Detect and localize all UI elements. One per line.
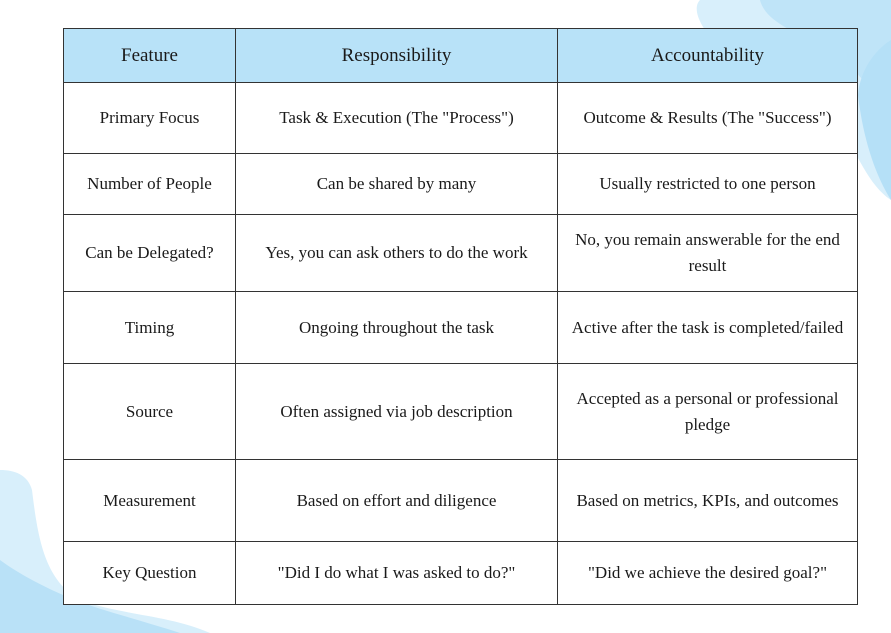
row-responsibility: Yes, you can ask others to do the work — [236, 215, 558, 292]
row-accountability: "Did we achieve the desired goal?" — [558, 542, 858, 605]
row-responsibility: Ongoing throughout the task — [236, 292, 558, 364]
comparison-table-container — [63, 28, 858, 605]
row-feature: Timing — [64, 292, 236, 364]
row-responsibility: Often assigned via job description — [236, 364, 558, 460]
header-accountability: Accountability — [558, 29, 858, 83]
row-responsibility: Task & Execution (The "Process") — [236, 83, 558, 154]
row-accountability: Outcome & Results (The "Success") — [558, 83, 858, 154]
row-accountability: No, you remain answerable for the end result — [558, 215, 858, 292]
row-feature: Source — [64, 364, 236, 460]
row-feature: Key Question — [64, 542, 236, 605]
row-accountability: Usually restricted to one person — [558, 154, 858, 215]
row-responsibility: Based on effort and diligence — [236, 460, 558, 542]
comparison-table — [63, 28, 858, 605]
row-feature: Can be Delegated? — [64, 215, 236, 292]
row-feature: Measurement — [64, 460, 236, 542]
row-responsibility: Can be shared by many — [236, 154, 558, 215]
table-row — [64, 364, 858, 460]
row-feature: Primary Focus — [64, 83, 236, 154]
table-row — [64, 292, 858, 364]
row-accountability: Based on metrics, KPIs, and outcomes — [558, 460, 858, 542]
row-responsibility: "Did I do what I was asked to do?" — [236, 542, 558, 605]
row-accountability: Active after the task is completed/failed — [558, 292, 858, 364]
header-responsibility: Responsibility — [236, 29, 558, 83]
table-row — [64, 460, 858, 542]
table-row — [64, 154, 858, 215]
row-feature: Number of People — [64, 154, 236, 215]
row-accountability: Accepted as a personal or professional pledge — [558, 364, 858, 460]
header-feature: Feature — [64, 29, 236, 83]
table-row — [64, 215, 858, 292]
table-row — [64, 83, 858, 154]
table-header-row — [64, 29, 858, 83]
table-row — [64, 542, 858, 605]
